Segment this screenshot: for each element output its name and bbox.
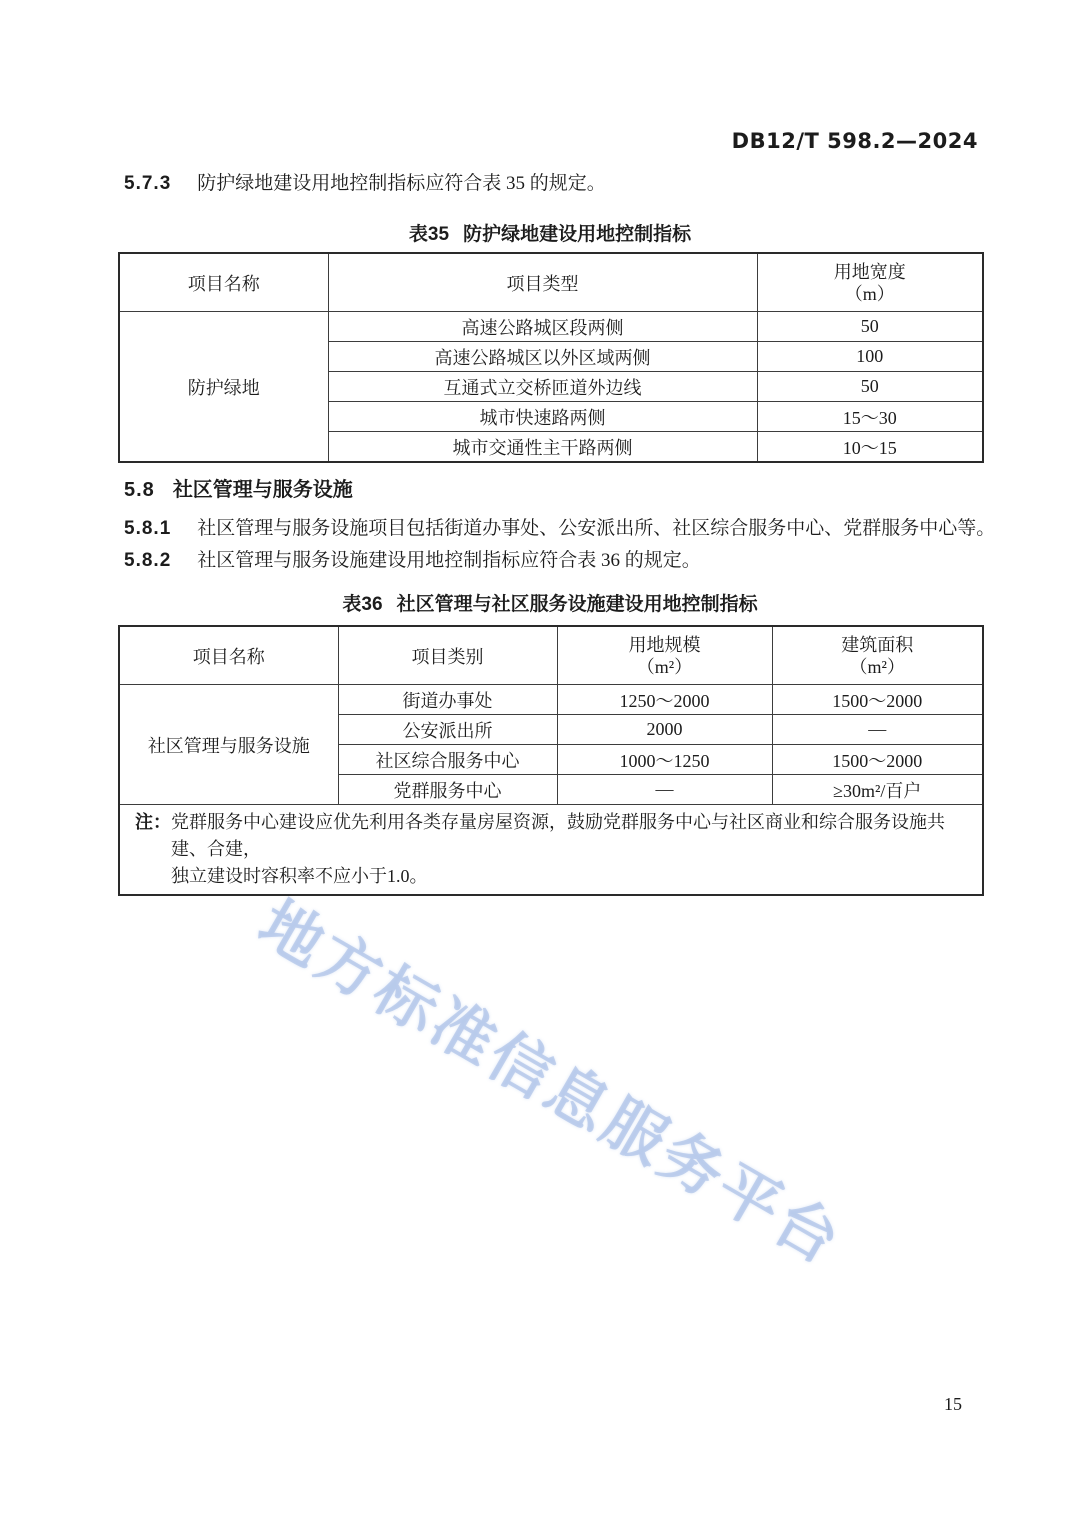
- floor-cell: ≥30m²/百户: [772, 775, 983, 805]
- table35: [118, 252, 984, 463]
- category-cell: 公安派出所: [338, 715, 557, 745]
- header-unit: （m）: [844, 283, 895, 304]
- land-cell: 1250～2000: [557, 685, 772, 715]
- table-note-row: [119, 805, 983, 896]
- heading-5-8: [124, 473, 353, 502]
- merged-group-cell: 社区管理与服务设施: [119, 685, 338, 805]
- table36-header-row: [119, 626, 983, 685]
- table35-title: [118, 219, 982, 246]
- page-number: 15: [944, 1394, 962, 1414]
- header-cell-project-type: 项目类型: [328, 253, 757, 312]
- header-cell-project-name: 项目名称: [119, 626, 338, 685]
- width-cell: 50: [757, 312, 983, 342]
- header-cell-floor-area: [772, 626, 983, 685]
- heading-text: 社区管理与服务设施: [172, 479, 353, 501]
- type-cell: 互通式立交桥匝道外边线: [328, 372, 757, 402]
- table-row: [119, 312, 983, 342]
- header-cell-project-category: 项目类别: [338, 626, 557, 685]
- clause-text: 社区管理与服务设施建设用地控制指标应符合表 36 的规定。: [197, 550, 701, 571]
- note-label: 注：: [135, 812, 171, 832]
- merged-group-cell: 防护绿地: [119, 312, 328, 463]
- clause-number: 5.8: [124, 479, 155, 501]
- table35-header-row: [119, 253, 983, 312]
- note: [135, 809, 968, 890]
- standard-code: DB12/T 598.2—2024: [731, 129, 978, 153]
- width-cell: 15～30: [757, 402, 983, 432]
- clause-number: 5.8.2: [124, 550, 172, 571]
- clause-text: 防护绿地建设用地控制指标应符合表 35 的规定。: [197, 173, 606, 194]
- category-cell: 党群服务中心: [338, 775, 557, 805]
- paragraph-5-8-1: [124, 517, 996, 540]
- land-cell: 1000～1250: [557, 745, 772, 775]
- type-cell: 高速公路城区段两侧: [328, 312, 757, 342]
- header-unit: （m²）: [849, 656, 905, 677]
- type-cell: 高速公路城区以外区域两侧: [328, 342, 757, 372]
- note-line-2: 独立建设时容积率不应小于1.0。: [171, 866, 428, 886]
- width-cell: 10～15: [757, 432, 983, 463]
- note-cell: [119, 805, 983, 896]
- table35-title-text: 防护绿地建设用地控制指标: [463, 224, 692, 245]
- width-cell: 100: [757, 342, 983, 372]
- width-cell: 50: [757, 372, 983, 402]
- type-cell: 城市快速路两侧: [328, 402, 757, 432]
- note-body: [171, 809, 968, 890]
- land-cell: —: [557, 775, 772, 805]
- floor-cell: —: [772, 715, 983, 745]
- table-row: [119, 685, 983, 715]
- category-cell: 社区综合服务中心: [338, 745, 557, 775]
- clause-number: 5.7.3: [124, 173, 172, 194]
- header-label: 建筑面积: [841, 634, 914, 655]
- header-cell-project-name: 项目名称: [119, 253, 328, 312]
- floor-cell: 1500～2000: [772, 685, 983, 715]
- header-cell-land-width: [757, 253, 983, 312]
- note-line-1: 党群服务中心建设应优先利用各类存量房屋资源，鼓励党群服务中心与社区商业和综合服务设施共建、合建，: [171, 812, 945, 859]
- table36-title-text: 社区管理与社区服务设施建设用地控制指标: [396, 594, 758, 615]
- paragraph-5-7-3: [124, 172, 978, 195]
- table35-label: 表35: [408, 224, 450, 245]
- table36-label: 表36: [342, 594, 383, 615]
- header-cell-land-scale: [557, 626, 772, 685]
- clause-number: 5.8.1: [124, 518, 172, 539]
- header-label: 用地规模: [628, 634, 701, 655]
- paragraph-5-8-2: [124, 549, 978, 572]
- floor-cell: 1500～2000: [772, 745, 983, 775]
- category-cell: 街道办事处: [338, 685, 557, 715]
- clause-text: 社区管理与服务设施项目包括街道办事处、公安派出所、社区综合服务中心、党群服务中心等。: [197, 518, 996, 539]
- table36: [118, 625, 984, 896]
- table36-title: [118, 589, 982, 616]
- header-unit: （m²）: [636, 656, 693, 677]
- header-label: 用地宽度: [833, 261, 906, 282]
- land-cell: 2000: [557, 715, 772, 745]
- watermark: 地方标准信息服务平台: [247, 886, 856, 1280]
- type-cell: 城市交通性主干路两侧: [328, 432, 757, 463]
